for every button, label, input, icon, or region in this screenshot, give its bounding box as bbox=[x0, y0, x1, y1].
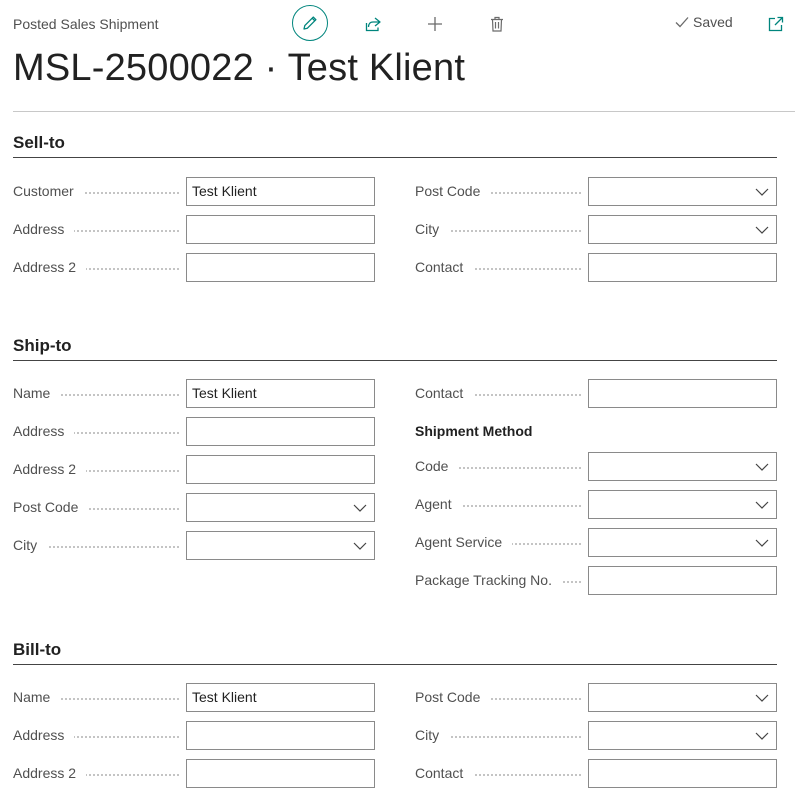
share-button[interactable] bbox=[362, 13, 384, 35]
field-shipping-agent bbox=[415, 490, 777, 519]
field-ship-to-post-code bbox=[13, 493, 375, 522]
bill-to-address-input[interactable] bbox=[186, 721, 375, 750]
field-label: Contact bbox=[415, 759, 473, 788]
ship-to-city-dropdown[interactable] bbox=[186, 531, 375, 560]
field-label: Post Code bbox=[415, 177, 490, 206]
field-agent-service bbox=[415, 528, 777, 557]
field-label: Address bbox=[13, 417, 74, 446]
sell-to-post-code-dropdown[interactable] bbox=[588, 177, 777, 206]
field-label: Contact bbox=[415, 379, 473, 408]
field-bill-to-address-2 bbox=[13, 759, 375, 788]
chevron-down-icon bbox=[755, 461, 769, 473]
field-label: Address 2 bbox=[13, 253, 86, 282]
field-label: Code bbox=[415, 452, 458, 481]
chevron-down-icon bbox=[755, 499, 769, 511]
sell-to-address-2-input[interactable] bbox=[186, 253, 375, 282]
bill-to-contact-input[interactable] bbox=[588, 759, 777, 788]
field-sell-to-address bbox=[13, 215, 375, 244]
field-sell-to-post-code bbox=[415, 177, 777, 206]
field-label: Agent Service bbox=[415, 528, 512, 557]
ship-to-address-input[interactable] bbox=[186, 417, 375, 446]
open-new-window-button[interactable] bbox=[765, 13, 787, 35]
field-ship-to-contact bbox=[415, 379, 777, 408]
new-button[interactable] bbox=[424, 13, 446, 35]
field-bill-to-post-code bbox=[415, 683, 777, 712]
sell-to-contact-input[interactable] bbox=[588, 253, 777, 282]
field-label: Address 2 bbox=[13, 759, 86, 788]
field-label: Contact bbox=[415, 253, 473, 282]
field-bill-to-contact bbox=[415, 759, 777, 788]
header-divider bbox=[13, 111, 795, 112]
chevron-down-icon bbox=[353, 540, 367, 552]
shipment-method-code-dropdown[interactable] bbox=[588, 452, 777, 481]
bill-to-post-code-dropdown[interactable] bbox=[588, 683, 777, 712]
field-shipment-method-code bbox=[415, 452, 777, 481]
ship-to-contact-input[interactable] bbox=[588, 379, 777, 408]
share-icon bbox=[364, 15, 382, 33]
field-label: City bbox=[415, 215, 449, 244]
field-label: Name bbox=[13, 683, 60, 712]
delete-button[interactable] bbox=[486, 13, 508, 35]
saved-label: Saved bbox=[693, 14, 733, 30]
chevron-down-icon bbox=[755, 186, 769, 198]
plus-icon bbox=[426, 15, 444, 33]
chevron-down-icon bbox=[755, 537, 769, 549]
field-label: Name bbox=[13, 379, 60, 408]
field-ship-to-address bbox=[13, 417, 375, 446]
package-tracking-no-input[interactable] bbox=[588, 566, 777, 595]
entity-type-label: Posted Sales Shipment bbox=[13, 16, 159, 32]
trash-icon bbox=[488, 15, 506, 33]
ship-to-name-input[interactable]: Test Klient bbox=[186, 379, 375, 408]
field-sell-to-contact bbox=[415, 253, 777, 282]
section-divider-ship-to bbox=[13, 360, 777, 361]
group-title-shipment-method: Shipment Method bbox=[415, 423, 533, 439]
field-package-tracking-no bbox=[415, 566, 777, 595]
ship-to-post-code-dropdown[interactable] bbox=[186, 493, 375, 522]
section-divider-sell-to bbox=[13, 157, 777, 158]
bill-to-address-2-input[interactable] bbox=[186, 759, 375, 788]
field-label: Address bbox=[13, 721, 74, 750]
section-title-ship-to[interactable]: Ship-to bbox=[13, 336, 72, 355]
field-label: Address 2 bbox=[13, 455, 86, 484]
field-bill-to-city bbox=[415, 721, 777, 750]
field-ship-to-address-2 bbox=[13, 455, 375, 484]
edit-button[interactable] bbox=[292, 5, 328, 41]
field-bill-to-name bbox=[13, 683, 375, 712]
section-divider-bill-to bbox=[13, 664, 777, 665]
ship-to-address-2-input[interactable] bbox=[186, 455, 375, 484]
sell-to-city-dropdown[interactable] bbox=[588, 215, 777, 244]
field-sell-to-address-2 bbox=[13, 253, 375, 282]
sell-to-address-input[interactable] bbox=[186, 215, 375, 244]
section-title-sell-to[interactable]: Sell-to bbox=[13, 133, 65, 152]
saved-status bbox=[674, 14, 733, 30]
chevron-down-icon bbox=[353, 502, 367, 514]
page-title: MSL-2500022 · Test Klient bbox=[13, 47, 466, 89]
field-label: Post Code bbox=[415, 683, 490, 712]
section-title-bill-to[interactable]: Bill-to bbox=[13, 640, 62, 659]
edit-icon bbox=[301, 14, 319, 32]
chevron-down-icon bbox=[755, 224, 769, 236]
chevron-down-icon bbox=[755, 730, 769, 742]
sell-to-customer-input[interactable]: Test Klient bbox=[186, 177, 375, 206]
chevron-down-icon bbox=[755, 692, 769, 704]
bill-to-name-input[interactable]: Test Klient bbox=[186, 683, 375, 712]
field-sell-to-customer bbox=[13, 177, 375, 206]
agent-service-dropdown[interactable] bbox=[588, 528, 777, 557]
field-ship-to-city bbox=[13, 531, 375, 560]
field-ship-to-name bbox=[13, 379, 375, 408]
field-sell-to-city bbox=[415, 215, 777, 244]
field-label: Customer bbox=[13, 177, 84, 206]
field-label: Address bbox=[13, 215, 74, 244]
field-label: Package Tracking No. bbox=[415, 566, 562, 595]
field-bill-to-address bbox=[13, 721, 375, 750]
open-new-window-icon bbox=[767, 15, 785, 33]
checkmark-icon bbox=[674, 15, 690, 29]
field-label: City bbox=[415, 721, 449, 750]
field-label: Agent bbox=[415, 490, 462, 519]
field-label: Post Code bbox=[13, 493, 88, 522]
shipping-agent-dropdown[interactable] bbox=[588, 490, 777, 519]
field-label: City bbox=[13, 531, 47, 560]
action-bar bbox=[0, 0, 802, 48]
bill-to-city-dropdown[interactable] bbox=[588, 721, 777, 750]
